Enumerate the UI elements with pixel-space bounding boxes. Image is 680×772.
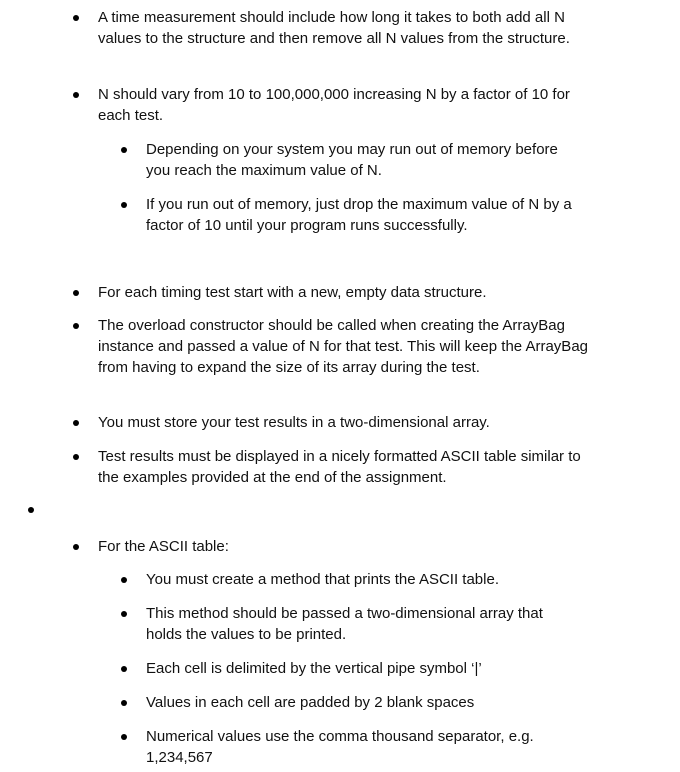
list-item-text: Test results must be displayed in a nicely formatted ASCII table similar to the examples provided at the end of the assignment. <box>98 448 581 486</box>
bullet-icon <box>73 420 79 426</box>
bullet-icon <box>121 202 127 208</box>
bullet-icon <box>121 577 127 583</box>
bullet-icon <box>121 734 127 740</box>
list-item <box>98 412 588 433</box>
bullet-icon <box>121 666 127 672</box>
bullet-icon <box>121 147 127 153</box>
sub-list-item <box>146 692 576 713</box>
sub-list-item <box>146 569 576 590</box>
list-item-text: You must create a method that prints the ASCII table. <box>146 571 499 588</box>
list-item <box>98 446 588 488</box>
bullet-icon <box>73 544 79 550</box>
list-item-text: You must store your test results in a two-dimensional array. <box>98 414 490 431</box>
list-item-text: If you run out of memory, just drop the maximum value of N by a factor of 10 until your program runs successfully. <box>146 196 572 234</box>
list-item <box>98 282 588 303</box>
list-item-text: For each timing test start with a new, empty data structure. <box>98 284 487 301</box>
list-item-text: A time measurement should include how long it takes to both add all N values to the structure and then remove all N values from the structure. <box>98 9 570 47</box>
sub-list-item <box>146 603 576 645</box>
list-item <box>98 84 588 126</box>
bullet-icon <box>73 15 79 21</box>
list-item <box>98 536 588 557</box>
list-item-text: Each cell is delimited by the vertical pipe symbol ‘|’ <box>146 660 482 677</box>
list-item <box>98 7 588 49</box>
bullet-icon <box>73 454 79 460</box>
bullet-icon <box>73 92 79 98</box>
bullet-icon <box>73 323 79 329</box>
sub-list-item <box>146 658 576 679</box>
sub-list-item <box>146 139 576 181</box>
list-item-text: N should vary from 10 to 100,000,000 increasing N by a factor of 10 for each test. <box>98 86 570 124</box>
sub-list-item <box>146 726 576 768</box>
bullet-icon <box>121 700 127 706</box>
sub-list-item <box>146 194 576 236</box>
empty-bullet-icon <box>28 507 34 513</box>
list-item-text: For the ASCII table: <box>98 538 229 555</box>
list-item-text: Depending on your system you may run out of memory before you reach the maximum value of N. <box>146 141 558 179</box>
bullet-icon <box>73 290 79 296</box>
list-item-text: Numerical values use the comma thousand separator, e.g. 1,234,567 <box>146 728 534 766</box>
list-item <box>98 315 588 378</box>
list-item-text: The overload constructor should be called when creating the ArrayBag instance and passed a value of N for that test. This will keep the ArrayBag from having to expand the size of its array during the test. <box>98 317 588 376</box>
list-item-text: This method should be passed a two-dimensional array that holds the values to be printed. <box>146 605 543 643</box>
bullet-icon <box>121 611 127 617</box>
list-item-text: Values in each cell are padded by 2 blank spaces <box>146 694 475 711</box>
